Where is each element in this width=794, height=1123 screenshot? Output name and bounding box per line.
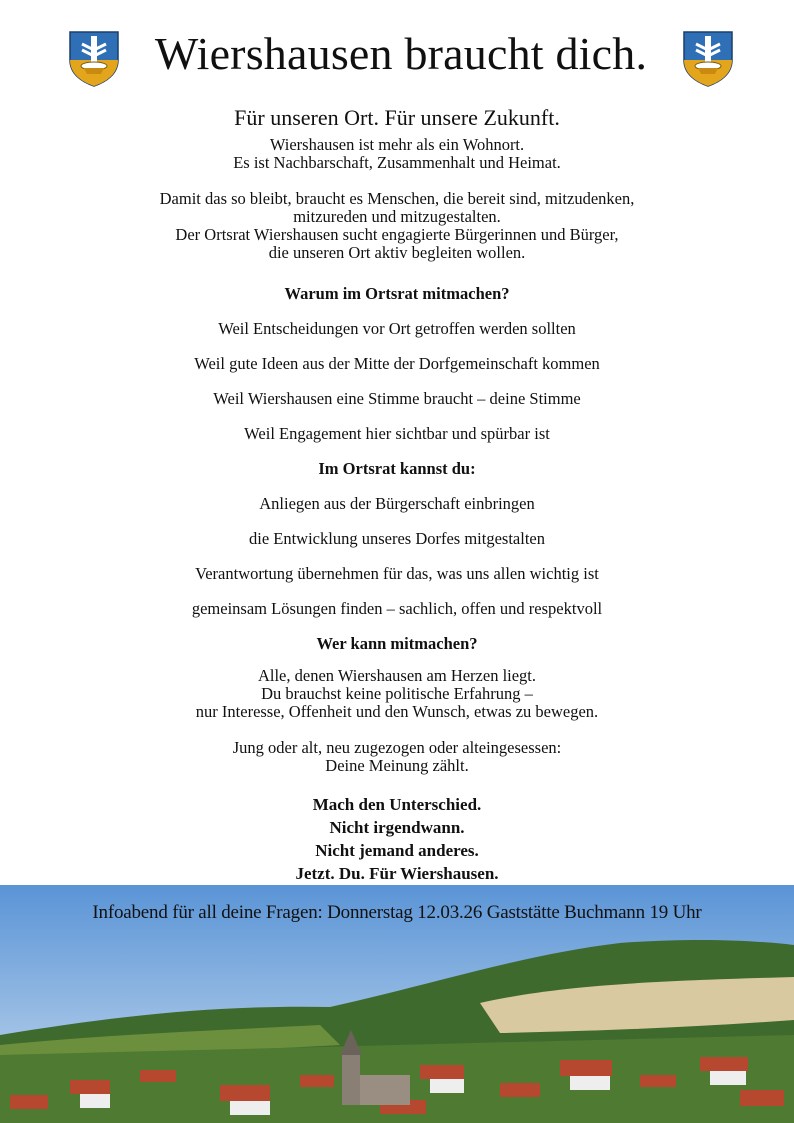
closing-statement	[0, 793, 794, 885]
who-paragraph	[0, 667, 794, 721]
info-evening-banner: Infoabend für all deine Fragen: Donnerstag 12.03.26 Gaststätte Buchmann 19 Uhr	[92, 902, 702, 923]
text-line: Du brauchst keine politische Erfahrung –	[261, 684, 533, 703]
text-line: Jetzt. Du. Für Wiershausen.	[295, 864, 499, 883]
text-line: Es ist Nachbarschaft, Zusammenhalt und Heimat.	[233, 153, 561, 172]
section-heading-why: Warum im Ortsrat mitmachen?	[284, 284, 510, 303]
section-heading-who: Wer kann mitmachen?	[316, 634, 478, 653]
who-paragraph-2	[0, 739, 794, 775]
list-item: Weil Engagement hier sichtbar und spürbar ist	[244, 424, 550, 443]
text-line: Alle, denen Wiershausen am Herzen liegt.	[257, 666, 537, 685]
text-line: Nicht jemand anderes.	[315, 841, 479, 860]
text-line: Deine Meinung zählt.	[325, 756, 469, 775]
page-header	[0, 22, 794, 92]
text-line: Mach den Unterschied.	[312, 795, 482, 814]
text-line: nur Interesse, Offenheit und den Wunsch, etwas zu bewegen.	[195, 702, 599, 721]
text-line: Jung oder alt, neu zugezogen oder alteingesessen:	[232, 738, 562, 757]
intro-paragraph	[0, 136, 794, 172]
appeal-paragraph	[0, 190, 794, 262]
list-item: Verantwortung übernehmen für das, was uns allen wichtig ist	[195, 564, 599, 583]
text-line: Wiershausen ist mehr als ein Wohnort.	[269, 135, 525, 154]
page-title: Wiershausen braucht dich.	[154, 28, 648, 79]
list-item: die Entwicklung unseres Dorfes mitgestalten	[248, 529, 545, 548]
list-item: Anliegen aus der Bürgerschaft einbringen	[259, 494, 535, 513]
text-line: Damit das so bleibt, braucht es Menschen, die bereit sind, mitzudenken,	[159, 189, 635, 208]
text-line: Nicht irgendwann.	[329, 818, 465, 837]
list-item: Weil gute Ideen aus der Mitte der Dorfgemeinschaft kommen	[194, 354, 600, 373]
subtitle: Für unseren Ort. Für unsere Zukunft.	[234, 105, 560, 130]
text-line: die unseren Ort aktiv begleiten wollen.	[268, 243, 526, 262]
coat-of-arms-icon	[682, 30, 734, 88]
text-line: mitzureden und mitzugestalten.	[293, 207, 501, 226]
list-item: Weil Wiershausen eine Stimme braucht – deine Stimme	[213, 389, 581, 408]
coat-of-arms-icon	[68, 30, 120, 88]
section-heading-can: Im Ortsrat kannst du:	[318, 459, 476, 478]
text-line: Der Ortsrat Wiershausen sucht engagierte Bürgerinnen und Bürger,	[175, 225, 619, 244]
body-text	[0, 136, 794, 885]
list-item: Weil Entscheidungen vor Ort getroffen werden sollten	[218, 319, 576, 338]
list-item: gemeinsam Lösungen finden – sachlich, offen und respektvoll	[191, 599, 603, 618]
